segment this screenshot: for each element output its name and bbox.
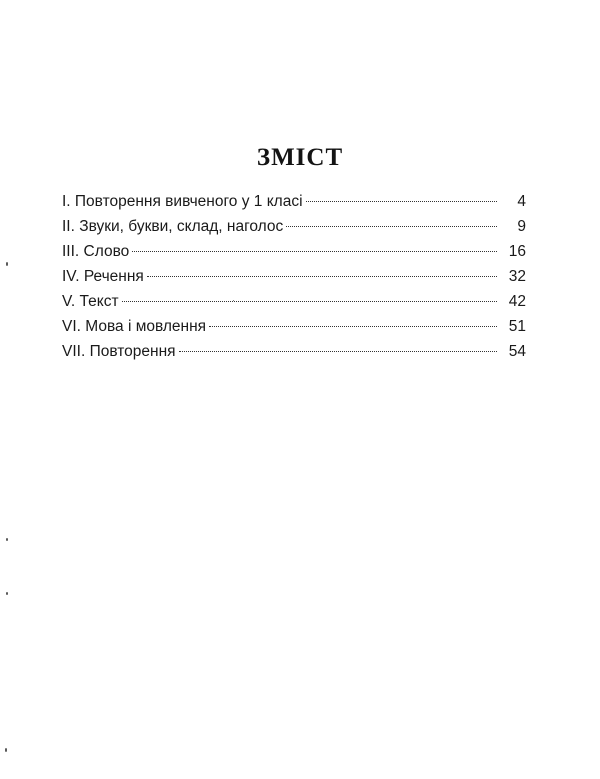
toc-entry-page: 42 bbox=[508, 293, 526, 310]
toc-entry bbox=[62, 264, 526, 289]
dot-leader bbox=[306, 201, 497, 202]
toc-entry-label: V. Текст bbox=[62, 293, 119, 310]
toc-entry-page: 16 bbox=[508, 243, 526, 260]
toc-entry-label: VI. Мова і мовлення bbox=[62, 318, 207, 335]
toc-entry bbox=[62, 339, 526, 364]
toc-entry-label: III. Слово bbox=[62, 243, 130, 260]
scan-speck bbox=[6, 592, 8, 595]
table-of-contents bbox=[62, 189, 526, 364]
scan-speck bbox=[6, 262, 8, 266]
dot-leader bbox=[122, 301, 497, 302]
toc-entry-page: 32 bbox=[508, 268, 526, 285]
scan-speck bbox=[6, 538, 8, 541]
dot-leader bbox=[147, 276, 497, 277]
toc-entry-page: 51 bbox=[508, 318, 526, 335]
toc-entry-label: II. Звуки, букви, склад, наголос bbox=[62, 218, 284, 235]
scan-speck bbox=[5, 748, 7, 752]
dot-leader bbox=[209, 326, 497, 327]
toc-entry-page: 4 bbox=[517, 193, 526, 210]
toc-entry bbox=[62, 189, 526, 214]
toc-entry bbox=[62, 289, 526, 314]
toc-entry-label: I. Повторення вивченого у 1 класі bbox=[62, 193, 303, 210]
toc-entry-page: 9 bbox=[517, 218, 526, 235]
toc-title: ЗМІСТ bbox=[256, 144, 344, 171]
toc-entry bbox=[62, 214, 526, 239]
toc-entry-label: IV. Речення bbox=[62, 268, 144, 285]
dot-leader bbox=[179, 351, 497, 352]
toc-entry-label: VII. Повторення bbox=[62, 343, 176, 360]
dot-leader bbox=[132, 251, 497, 252]
scan-speck bbox=[233, 300, 234, 301]
dot-leader bbox=[286, 226, 497, 227]
toc-entry bbox=[62, 239, 526, 264]
toc-entry bbox=[62, 314, 526, 339]
toc-entry-page: 54 bbox=[508, 343, 526, 360]
